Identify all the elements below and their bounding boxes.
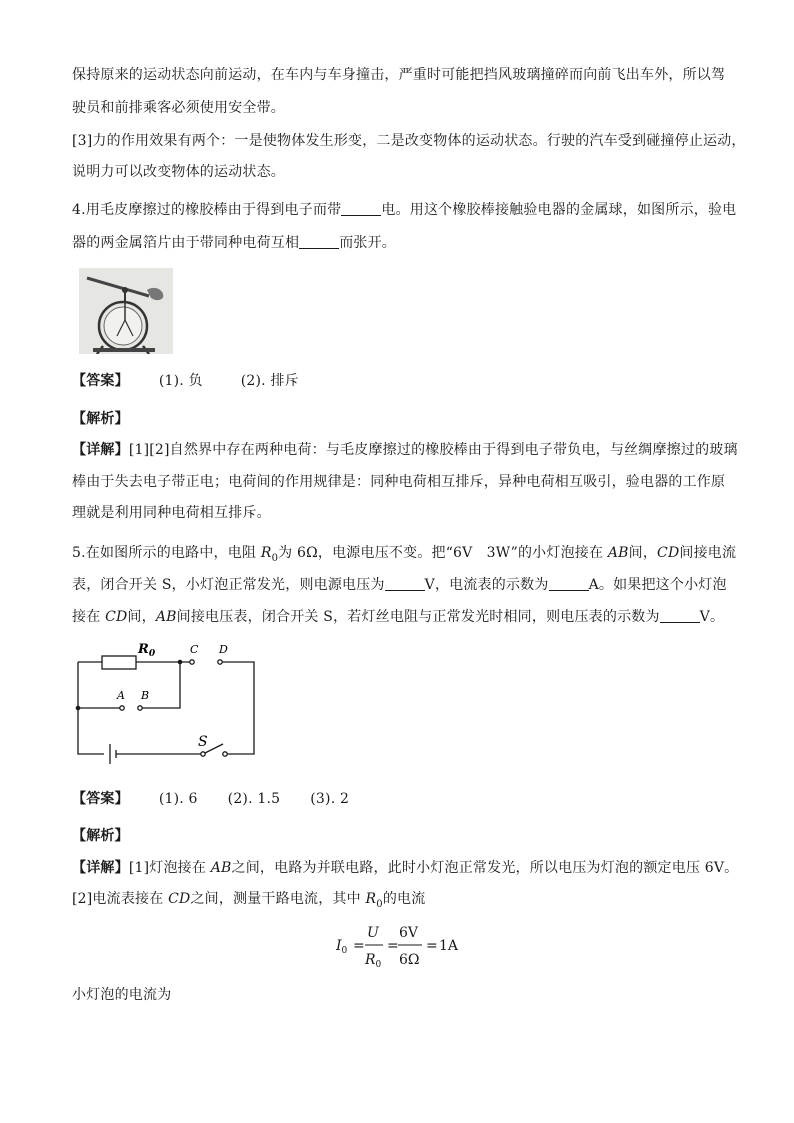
label-a: A: [117, 689, 125, 702]
question-4-line-2: 器的两金属箔片由于带同种电荷互相 而张开。: [72, 235, 397, 251]
answer-line: 【答案】 (1). 负 (2). 排斥: [72, 373, 299, 389]
formula-equals: =: [387, 938, 399, 954]
detail-line: 理就是利用同种电荷相互排斥。: [72, 505, 271, 521]
electroscope-photo: [79, 268, 173, 354]
blank-line: [660, 608, 700, 623]
blank-line: [341, 201, 381, 216]
label-r0: $R_0$: [138, 642, 156, 659]
blank-line: [299, 234, 339, 249]
label-s: S: [198, 734, 208, 750]
detail-line: 【详解】[1]灯泡接在 AB之间，电路为并联电路，此时小灯泡正常发光，所以电压为灯泡的额定电压 6V。: [72, 860, 739, 876]
label-b: B: [141, 689, 150, 702]
blank-line: [385, 576, 425, 591]
current-formula: [336, 919, 466, 971]
formula-6v: 6V: [399, 925, 419, 941]
analysis-heading: 【解析】: [72, 828, 129, 844]
formula-6ohm: 6Ω: [399, 952, 420, 968]
label-d: D: [219, 643, 228, 656]
text-line: 说明力可以改变物体的运动状态。: [72, 164, 285, 180]
blank-line: [549, 576, 589, 591]
answer-line: 【答案】 (1). 6 (2). 1.5 (3). 2: [72, 791, 350, 807]
formula-equals: =: [353, 938, 365, 954]
circuit-diagram: [70, 640, 270, 766]
question-4-line-1: 4.用毛皮摩擦过的橡胶棒由于得到电子而带 电。用这个橡胶棒接触验电器的金属球，如图所示，验电: [72, 202, 737, 218]
question-5-line-3: 接在 CD间，AB间接电压表，闭合开关 S，若灯丝电阻与正常发光时相同，则电压表的示数为 V。: [72, 609, 725, 625]
detail-line: 【详解】[1][2]自然界中存在两种电荷：与毛皮摩擦过的橡胶棒由于得到电子带负电，与丝绸摩擦过的玻璃: [72, 442, 738, 458]
detail-line: [2]电流表接在 CD之间，测量干路电流，其中 $R_0$的电流: [72, 891, 426, 910]
text-line: 驶员和前排乘客必须使用安全带。: [72, 100, 285, 116]
formula-equals: =: [426, 938, 438, 954]
formula-r0: $R_0$: [365, 952, 382, 970]
question-5-line-2: 表，闭合开关 S，小灯泡正常发光，则电源电压为 V，电流表的示数为 A。如果把这个小灯泡: [72, 577, 727, 593]
text-line: [3]力的作用效果有两个：一是使物体发生形变，二是改变物体的运动状态。行驶的汽车受到碰撞停止运动，: [72, 133, 746, 149]
question-5-line-1: 5.在如图所示的电路中，电阻 $R_0$为 6Ω，电源电压不变。把“6V 3W”的小灯泡接在 AB间，CD间接电流: [72, 545, 737, 564]
analysis-heading: 【解析】: [72, 411, 129, 427]
label-c: C: [190, 643, 199, 656]
formula-u: U: [367, 925, 379, 941]
text-line: 小灯泡的电流为: [72, 987, 172, 1003]
formula-result: 1A: [439, 938, 459, 954]
formula-i0: $I_0$: [336, 938, 348, 956]
text-line: 保持原来的运动状态向前运动，在车内与车身撞击，严重时可能把挡风玻璃撞碎而向前飞出车外，所以驾: [72, 67, 726, 83]
electroscope-drawing: [79, 268, 173, 354]
detail-line: 棒由于失去电子带正电；电荷间的作用规律是：同种电荷相互排斥，异种电荷相互吸引，验电器的工作原: [72, 474, 726, 490]
